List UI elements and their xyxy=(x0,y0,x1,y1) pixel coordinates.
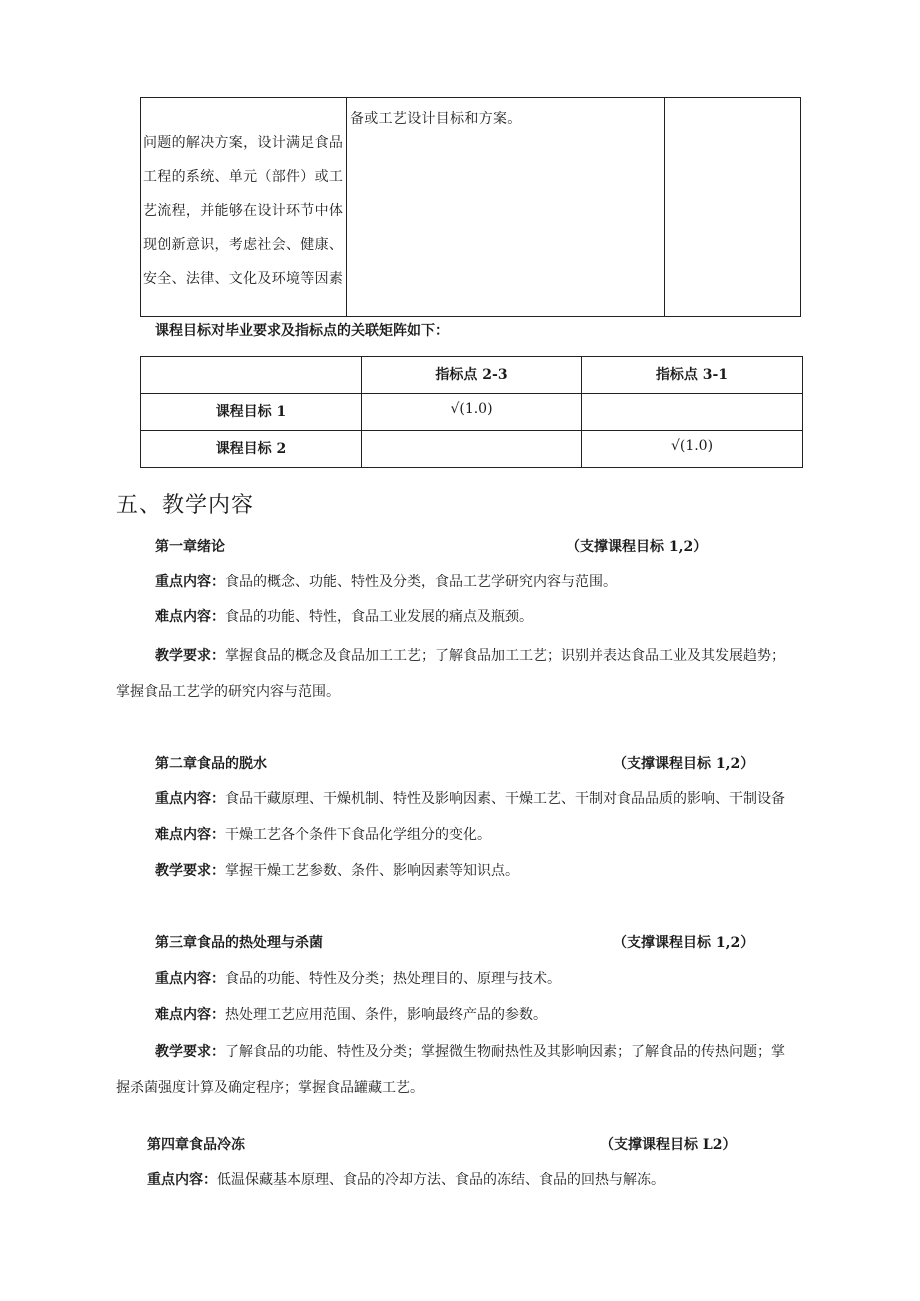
matrix-cell xyxy=(362,431,582,468)
chapter-support: （支撑课程目标 1,2） xyxy=(613,935,755,951)
matrix-cell: √(1.0) xyxy=(582,431,803,468)
table-row xyxy=(141,431,803,468)
table-row xyxy=(141,394,803,431)
teaching-requirement: 教学要求：掌握食品的概念及食品加工工艺；了解食品加工工艺；识别并表达食品工业及其发展趋势； xyxy=(155,648,785,664)
header-cell-empty xyxy=(141,357,362,394)
key-content: 重点内容：食品干藏原理、干燥机制、特性及影响因素、干燥工艺、干制对食品品质的影响、干制设备 xyxy=(155,791,785,807)
chapter-title: 第四章食品冷冻 xyxy=(147,1137,245,1153)
difficult-content: 难点内容：食品的功能、特性，食品工业发展的痛点及瓶颈。 xyxy=(155,609,533,625)
chapter-title: 第三章食品的热处理与杀菌 xyxy=(155,935,323,951)
teaching-requirement-cont: 握杀菌强度计算及确定程序；掌握食品罐藏工艺。 xyxy=(116,1080,424,1096)
teaching-requirement: 教学要求：了解食品的功能、特性及分类；掌握微生物耐热性及其影响因素；了解食品的传热问题；掌 xyxy=(155,1044,785,1060)
matrix-cell: √(1.0) xyxy=(362,394,582,431)
table-cell-objective xyxy=(347,98,665,316)
chapter-title: 第一章绪论 xyxy=(155,539,225,555)
chapter-support: （支撑课程目标 L2） xyxy=(600,1137,737,1153)
requirement-line: 工程的系统、单元（部件）或工 xyxy=(143,169,344,185)
objective-text: 备或工艺设计目标和方案。 xyxy=(350,111,522,127)
previous-page-table xyxy=(140,97,801,317)
teaching-requirement-cont: 掌握食品工艺学的研究内容与范围。 xyxy=(116,684,340,700)
key-content: 重点内容：低温保藏基本原理、食品的冷却方法、食品的冻结、食品的回热与解冻。 xyxy=(147,1172,665,1188)
table-cell-requirement xyxy=(141,98,347,316)
row-label: 课程目标 1 xyxy=(141,394,362,431)
row-label: 课程目标 2 xyxy=(141,431,362,468)
requirement-line: 问题的解决方案，设计满足食品 xyxy=(143,135,344,151)
difficult-content: 难点内容：热处理工艺应用范围、条件，影响最终产品的参数。 xyxy=(155,1007,547,1023)
chapter-support: （支撑课程目标 1,2） xyxy=(566,539,708,555)
difficult-content: 难点内容：干燥工艺各个条件下食品化学组分的变化。 xyxy=(155,827,491,843)
table-row xyxy=(141,357,803,394)
teaching-requirement: 教学要求：掌握干燥工艺参数、条件、影响因素等知识点。 xyxy=(155,863,519,879)
section-heading: 五、教学内容 xyxy=(116,493,255,518)
header-cell-3-1: 指标点 3-1 xyxy=(582,357,803,394)
requirement-line: 艺流程，并能够在设计环节中体 xyxy=(143,203,344,219)
matrix-cell xyxy=(582,394,803,431)
key-content: 重点内容：食品的概念、功能、特性及分类，食品工艺学研究内容与范围。 xyxy=(155,574,617,590)
objective-matrix-table xyxy=(140,356,803,468)
header-cell-2-3: 指标点 2-3 xyxy=(362,357,582,394)
matrix-caption: 课程目标对毕业要求及指标点的关联矩阵如下： xyxy=(155,323,449,339)
chapter-title: 第二章食品的脱水 xyxy=(155,756,267,772)
key-content: 重点内容：食品的功能、特性及分类；热处理目的、原理与技术。 xyxy=(155,971,561,987)
requirement-line: 现创新意识，考虑社会、健康、 xyxy=(143,237,344,253)
chapter-support: （支撑课程目标 1,2） xyxy=(613,756,755,772)
requirement-line: 安全、法律、文化及环境等因素 xyxy=(143,271,344,287)
